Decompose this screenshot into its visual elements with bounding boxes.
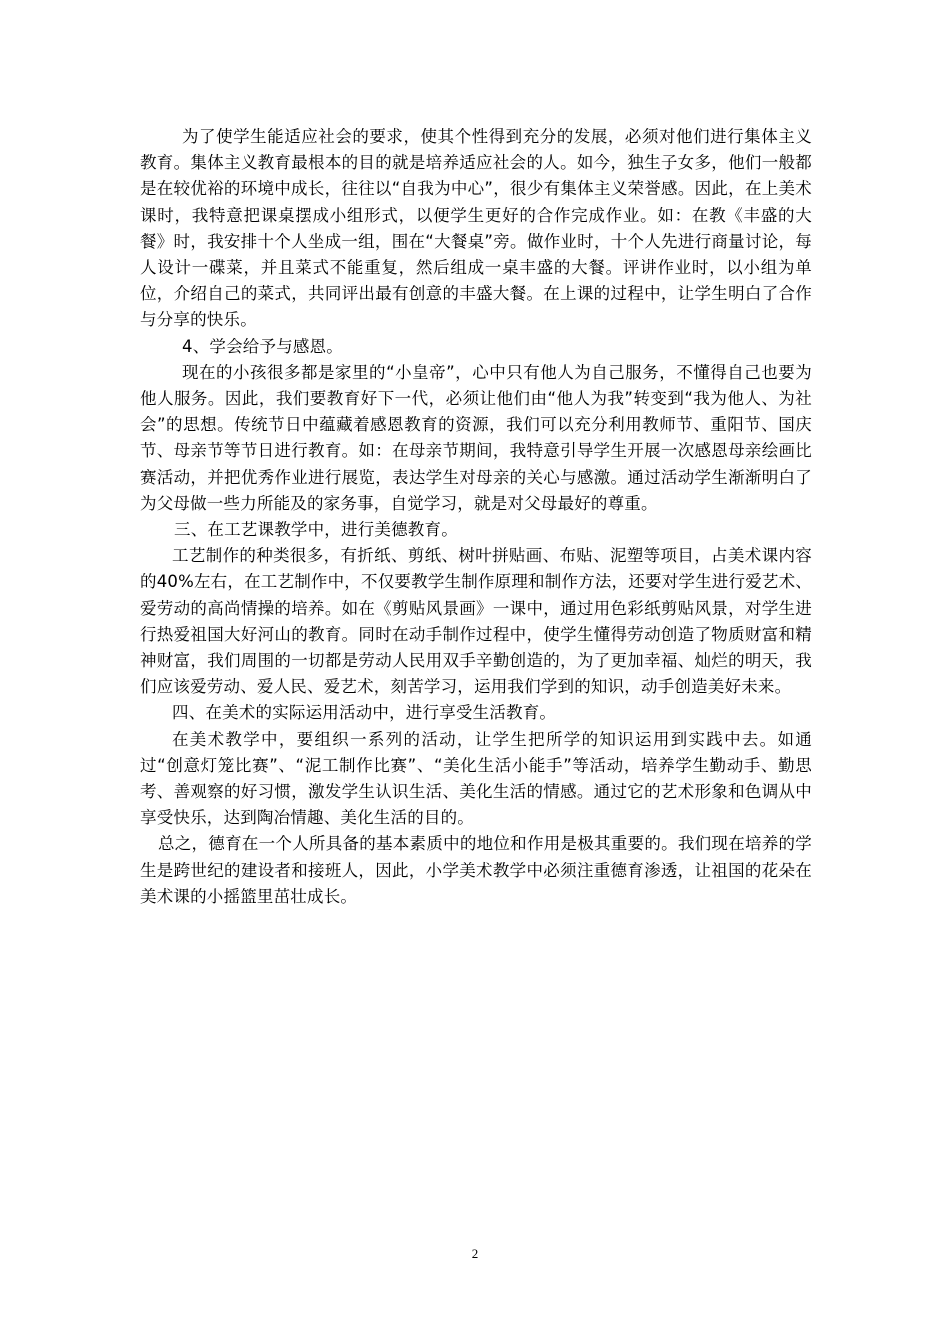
paragraph-conclusion: 总之，德育在一个人所具备的基本素质中的地位和作用是极其重要的。我们现在培养的学生是跨世纪的建设者和接班人，因此，小学美术教学中必须注重德育渗透，让祖国的花朵在美术课的小摇篮里茁壮成长。 xyxy=(140,834,812,906)
paragraph-gratitude-education: 现在的小孩很多都是家里的“小皇帝”，心中只有他人为自己服务，不懂得自己也要为他人服务。因此，我们要教育好下一代，必须让他们由“他人为我”转变到“我为他人、为社会”的思想。传统节日中蕴藏着感恩教育的资源，我们可以充分利用教师节、重阳节、国庆节、母亲节等节日进行教育。如：在母亲节期间，我特意引导学生开展一次感恩母亲绘画比赛活动，并把优秀作业进行展览，表达学生对母亲的关心与感激。通过活动学生渐渐明白了为父母做一些力所能及的家务事，自觉学习，就是对父母最好的尊重。 xyxy=(140,362,812,513)
page-number: 2 xyxy=(471,1246,479,1261)
paragraph-craft-teaching: 工艺制作的种类很多，有折纸、剪纸、树叶拼贴画、布贴、泥塑等项目，占美术课内容的40%左右，在工艺制作中，不仅要教学生制作原理和制作方法，还要对学生进行爱艺术、爱劳动的高尚情操的培养。如在《剪贴风景画》一课中，通过用色彩纸剪贴风景，对学生进行热爱祖国大好河山的教育。同时在动手制作过程中，使学生懂得劳动创造了物质财富和精神财富，我们周围的一切都是劳动人民用双手辛勤创造的，为了更加幸福、灿烂的明天，我们应该爱劳动、爱人民、爱艺术，刻苦学习，运用我们学到的知识，动手创造美好未来。 xyxy=(140,546,812,697)
paragraph-life-education: 在美术教学中，要组织一系列的活动，让学生把所学的知识运用到实践中去。如通过“创意灯笼比赛”、“泥工制作比赛”、“美化生活小能手”等活动，培养学生勤动手、勤思考、善观察的好习惯，激发学生认识生活、美化生活的情感。通过它的艺术形象和色调从中享受快乐，达到陶冶情趣、美化生活的目的。 xyxy=(140,729,812,828)
document-body xyxy=(140,124,812,910)
subheading-giving-and-gratitude: 4、学会给予与感恩。 xyxy=(182,336,343,356)
paragraph-collective-education: 为了使学生能适应社会的要求，使其个性得到充分的发展，必须对他们进行集体主义教育。集体主义教育最根本的目的就是培养适应社会的人。如今，独生子女多，他们一般都是在较优裕的环境中成长，往往以“自我为中心”，很少有集体主义荣誉感。因此，在上美术课时，我特意把课桌摆成小组形式，以便学生更好的合作完成作业。如：在教《丰盛的大餐》时，我安排十个人坐成一组，围在“大餐桌”旁。做作业时，十个人先进行商量讨论，每人设计一碟菜，并且菜式不能重复，然后组成一桌丰盛的大餐。评讲作业时，以小组为单位，介绍自己的菜式，共同评出最有创意的丰盛大餐。在上课的过程中，让学生明白了合作与分享的快乐。 xyxy=(140,127,812,330)
section-heading-craft-teaching: 三、在工艺课教学中，进行美德教育。 xyxy=(174,520,458,540)
section-heading-life-education: 四、在美术的实际运用活动中，进行享受生活教育。 xyxy=(172,703,557,723)
